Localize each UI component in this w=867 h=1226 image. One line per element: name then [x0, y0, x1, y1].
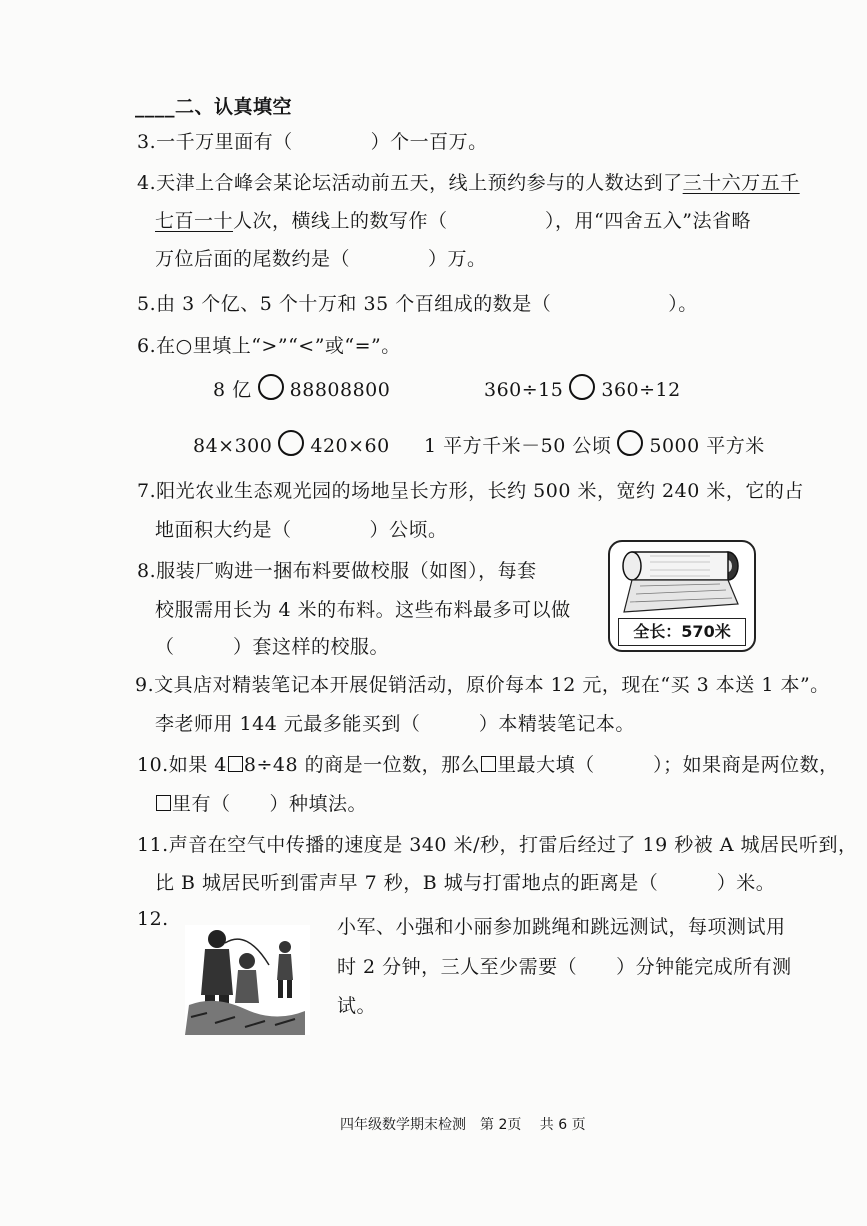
question-number: 8. [137, 560, 157, 582]
question-text: 声音在空气中传播的速度是 340 米/秒，打雷后经过了 19 秒被 A 城居民听到， [168, 834, 858, 856]
compare-right: 360÷12 [601, 379, 681, 401]
compare-item-3 [193, 430, 390, 457]
question-text: 如果 4 [168, 754, 227, 776]
question-number: 11. [137, 834, 169, 856]
question-text: 在○里填上“>”“<”或“=”。 [156, 335, 401, 357]
question-10-line-1 [137, 750, 839, 777]
question-text: 一千万里面有（ ）个一百万。 [156, 131, 488, 153]
question-number: 9. [135, 674, 155, 696]
question-9-line-1 [135, 670, 830, 697]
question-7-line-2 [155, 515, 448, 542]
question-text: 服装厂购进一捆布料要做校服（如图），每套 [156, 560, 537, 582]
section-title: 二、认真填空 [175, 96, 293, 118]
question-number: 4. [137, 172, 157, 194]
question-text: 里有（ ）种填法。 [172, 793, 368, 815]
underlined-number-text: 三十六万五千 [682, 172, 800, 194]
compare-item-2 [484, 374, 681, 401]
question-text: 试。 [337, 995, 377, 1017]
question-text: 万位后面的尾数约是（ ）万。 [155, 248, 487, 270]
question-3 [137, 127, 488, 154]
question-number: 6. [137, 335, 157, 357]
answer-circle[interactable] [278, 430, 304, 456]
question-10-line-2 [155, 789, 367, 816]
question-number: 10. [137, 754, 169, 776]
question-12-line-1 [337, 912, 786, 939]
question-number: 3. [137, 131, 157, 153]
question-4-line-3 [155, 244, 487, 271]
question-5 [137, 289, 698, 316]
digit-box[interactable] [228, 756, 243, 772]
compare-item-4 [424, 430, 765, 458]
question-12-line-3 [337, 991, 376, 1018]
fabric-roll-icon [610, 542, 754, 622]
question-4-line-1 [137, 168, 800, 195]
children-testing-illustration-icon [185, 925, 310, 1035]
question-text: 里最大填（ ）；如果商是两位数， [497, 754, 839, 776]
question-text: 由 3 个亿、5 个十万和 35 个百组成的数是（ ）。 [156, 293, 698, 315]
question-8-line-2 [155, 595, 571, 622]
underlined-number-text: 七百一十 [155, 210, 234, 232]
question-12-line-2 [337, 952, 792, 979]
question-11-line-2 [155, 868, 775, 895]
digit-box[interactable] [156, 795, 171, 811]
compare-left: 84×300 [193, 435, 273, 457]
question-text: 人次，横线上的数写作（ ），用“四舍五入”法省略 [233, 210, 751, 232]
question-text: 小军、小强和小丽参加跳绳和跳远测试，每项测试用 [337, 916, 786, 938]
compare-item-1 [213, 374, 390, 402]
question-number: 5. [137, 293, 157, 315]
question-8-line-1 [137, 556, 537, 583]
page-footer: 四年级数学期末检测 第 2页 共 6 页 [340, 1117, 586, 1133]
compare-right: 420×60 [310, 435, 390, 457]
question-text: 比 B 城居民听到雷声早 7 秒，B 城与打雷地点的距离是（ ）米。 [155, 872, 776, 894]
question-12-number [137, 908, 169, 930]
answer-circle[interactable] [569, 374, 595, 400]
section-heading [135, 92, 292, 119]
question-number: 12. [137, 908, 169, 930]
compare-left: 1 平方千米－50 公顷 [424, 435, 612, 457]
question-text: （ ）套这样的校服。 [155, 636, 390, 658]
digit-box[interactable] [481, 756, 496, 772]
compare-right: 5000 平方米 [649, 435, 765, 457]
compare-left: 360÷15 [484, 379, 564, 401]
question-4-line-2 [155, 206, 751, 233]
question-8-line-3 [155, 632, 389, 659]
fabric-length-caption: 全长：570米 [618, 618, 746, 646]
question-text: 校服需用长为 4 米的布料。这些布料最多可以做 [155, 599, 571, 621]
compare-right: 88808800 [289, 379, 391, 401]
question-7-line-1 [137, 476, 804, 503]
answer-circle[interactable] [617, 430, 643, 456]
question-text: 地面积大约是（ ）公顷。 [155, 519, 448, 541]
fabric-roll-figure [608, 540, 756, 652]
question-text: 文具店对精装笔记本开展促销活动，原价每本 12 元，现在“买 3 本送 1 本”。 [154, 674, 830, 696]
question-text: 天津上合峰会某论坛活动前五天，线上预约参与的人数达到了 [156, 172, 683, 194]
question-number: 7. [137, 480, 157, 502]
question-9-line-2 [155, 709, 635, 736]
section-prefix: ____ [135, 96, 175, 118]
compare-left: 8 亿 [213, 379, 252, 401]
question-11-line-1 [137, 830, 858, 857]
question-text: 8÷48 的商是一位数，那么 [243, 754, 481, 776]
question-text: 李老师用 144 元最多能买到（ ）本精装笔记本。 [155, 713, 635, 735]
question-text: 阳光农业生态观光园的场地呈长方形，长约 500 米，宽约 240 米，它的占 [156, 480, 804, 502]
question-text: 时 2 分钟，三人至少需要（ ）分钟能完成所有测 [337, 956, 792, 978]
answer-circle[interactable] [258, 374, 284, 400]
question-6 [137, 331, 401, 358]
